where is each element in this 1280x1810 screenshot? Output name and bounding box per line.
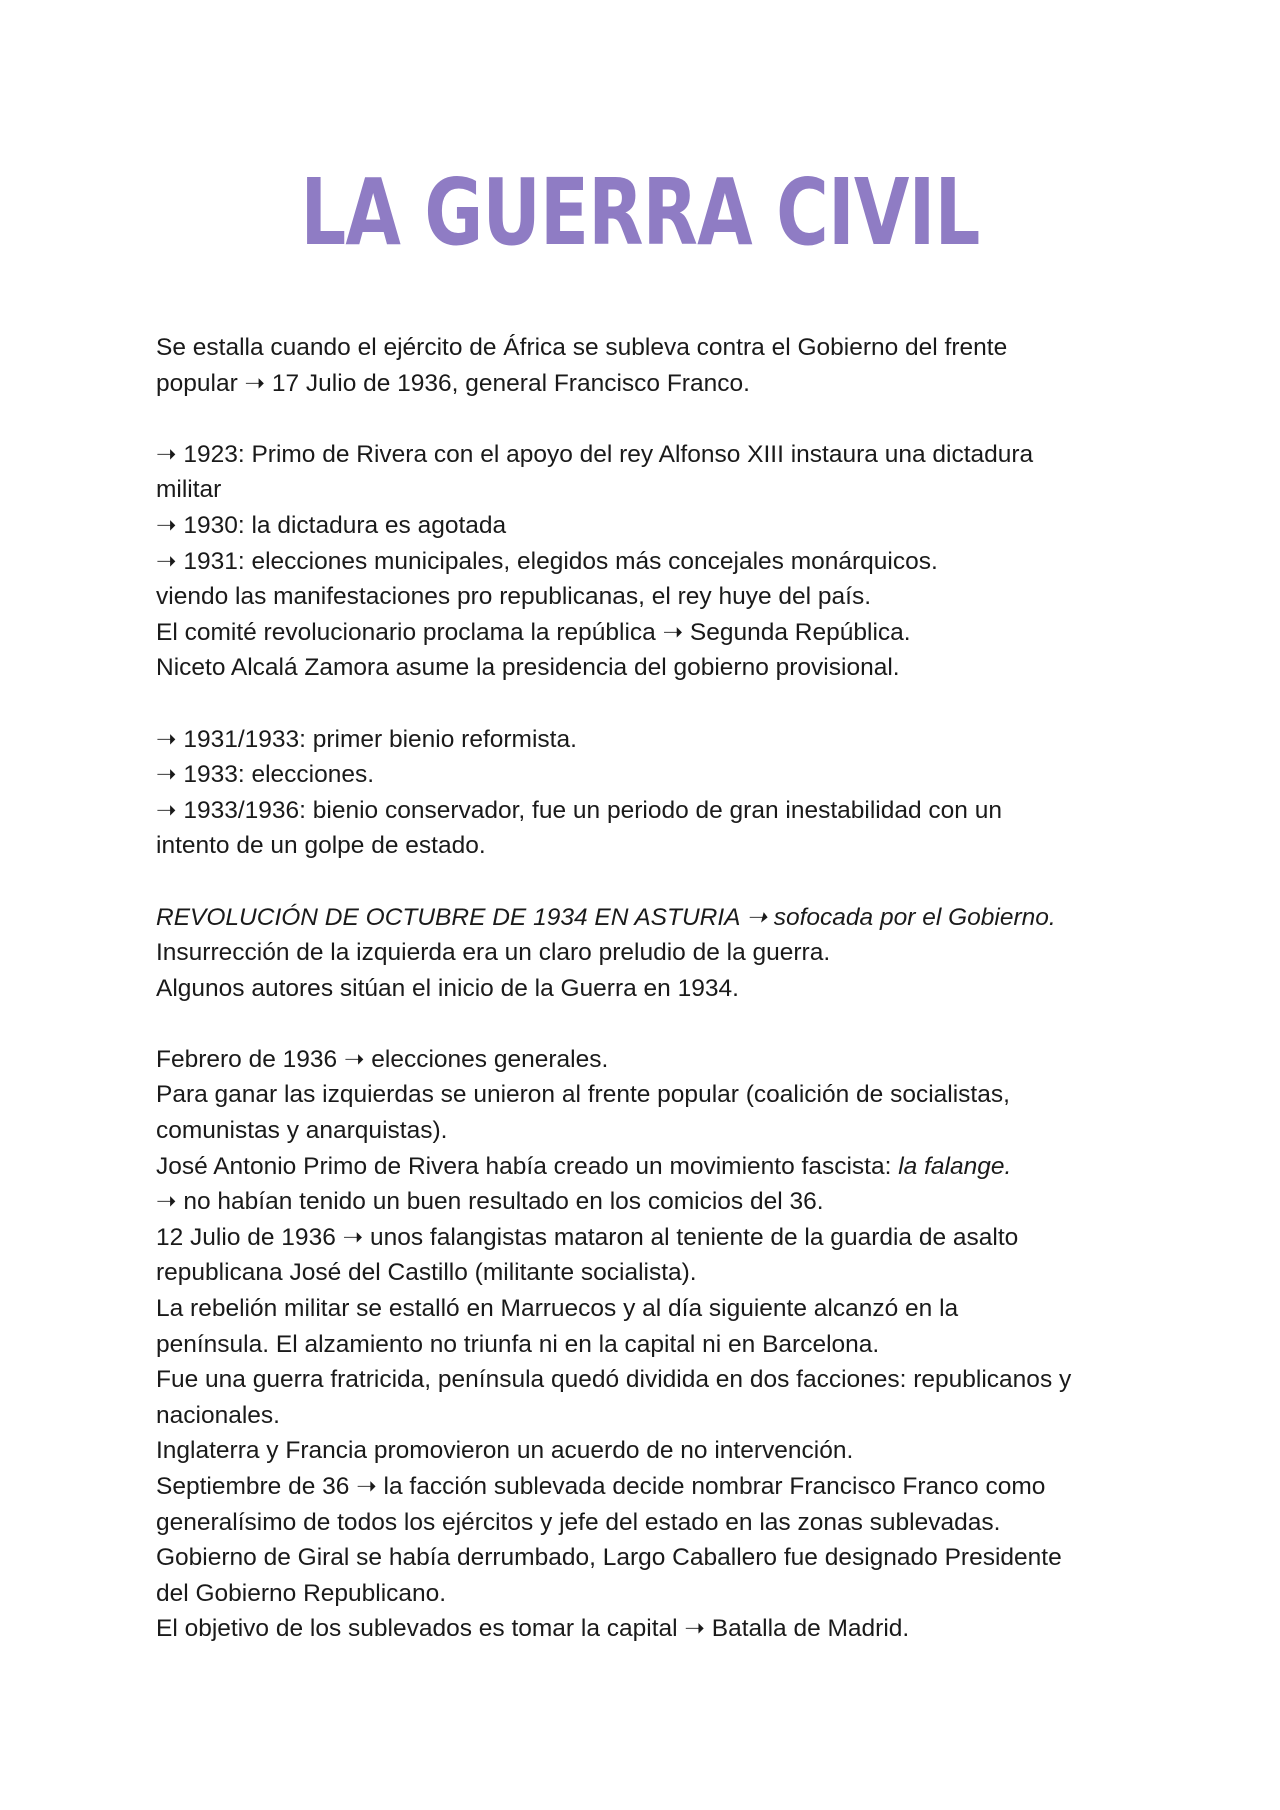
text-line: El objetivo de los sublevados es tomar la capital ➝ Batalla de Madrid. [156,1615,910,1643]
text-line: El comité revolucionario proclama la república ➝ Segunda República. [156,618,911,646]
text-line: Gobierno de Giral se había derrumbado, Largo Caballero fue designado Presidente [156,1544,1062,1572]
text-line: Septiembre de 36 ➝ la facción sublevada decide nombrar Francisco Franco como [156,1473,1046,1500]
text-line: militar [156,476,222,504]
text-line: republicana José del Castillo (militante socialista). [156,1259,697,1287]
text-line: Fue una guerra fratricida, península quedó dividida en dos facciones: republicanos y [156,1366,1072,1394]
text-line: Insurrección de la izquierda era un claro preludio de la guerra. [156,939,831,967]
text-line: ➝ 1933/1936: bienio conservador, fue un periodo de gran inestabilidad con un [156,796,1002,824]
text-line: ➝ 1931: elecciones municipales, elegidos más concejales monárquicos. [156,547,938,575]
italic-heading-line: REVOLUCIÓN DE OCTUBRE DE 1934 EN ASTURIA ➝ sofocada por el Gobierno. [156,903,1056,931]
text-line: Para ganar las izquierdas se unieron al frente popular (coalición de socialistas, [156,1081,1010,1109]
text-line: ➝ 1931/1933: primer bienio reformista. [156,725,577,753]
paragraph-gap [156,1006,1146,1042]
text-line: 12 Julio de 1936 ➝ unos falangistas mataron al teniente de la guardia de asalto [156,1223,1019,1251]
text-line-with-italic [156,1149,1146,1185]
text-line: generalísimo de todos los ejércitos y jefe del estado en las zonas sublevadas. [156,1508,1001,1536]
text-line: ➝ 1930: la dictadura es agotada [156,511,507,539]
text-line: Inglaterra y Francia promovieron un acuerdo de no intervención. [156,1437,854,1465]
text-line: popular ➝ 17 Julio de 1936, general Francisco Franco. [156,369,750,397]
text-line: del Gobierno Republicano. [156,1579,447,1607]
document-body [156,330,1146,1647]
text-line: ➝ no habían tenido un buen resultado en los comicios del 36. [156,1188,824,1216]
text-line: Algunos autores sitúan el inicio de la Guerra en 1934. [156,974,739,1002]
text-line: viendo las manifestaciones pro republicanas, el rey huye del país. [156,583,871,611]
paragraph-gap [156,401,1146,437]
text-line: ➝ 1923: Primo de Rivera con el apoyo del rey Alfonso XIII instaura una dictadura [156,440,1034,468]
text-line: ➝ 1933: elecciones. [156,761,375,789]
text-line: península. El alzamiento no triunfa ni en la capital ni en Barcelona. [156,1330,880,1358]
text-line: Niceto Alcalá Zamora asume la presidencia del gobierno provisional. [156,654,900,682]
page-title: LA GUERRA CIVIL [300,159,980,266]
text-segment: José Antonio Primo de Rivera había creado un movimiento fascista: [156,1152,899,1180]
text-line: intento de un golpe de estado. [156,832,486,860]
italic-term-falange: la falange. [898,1152,1012,1180]
text-line: comunistas y anarquistas). [156,1117,448,1145]
text-line: La rebelión militar se estalló en Marruecos y al día siguiente alcanzó en la [156,1295,959,1323]
paragraph-gap [156,686,1146,722]
text-line: Febrero de 1936 ➝ elecciones generales. [156,1045,609,1073]
paragraph-gap [156,864,1146,900]
text-line: Se estalla cuando el ejército de África se subleva contra el Gobierno del frente [156,334,1008,361]
text-line: nacionales. [156,1401,280,1429]
